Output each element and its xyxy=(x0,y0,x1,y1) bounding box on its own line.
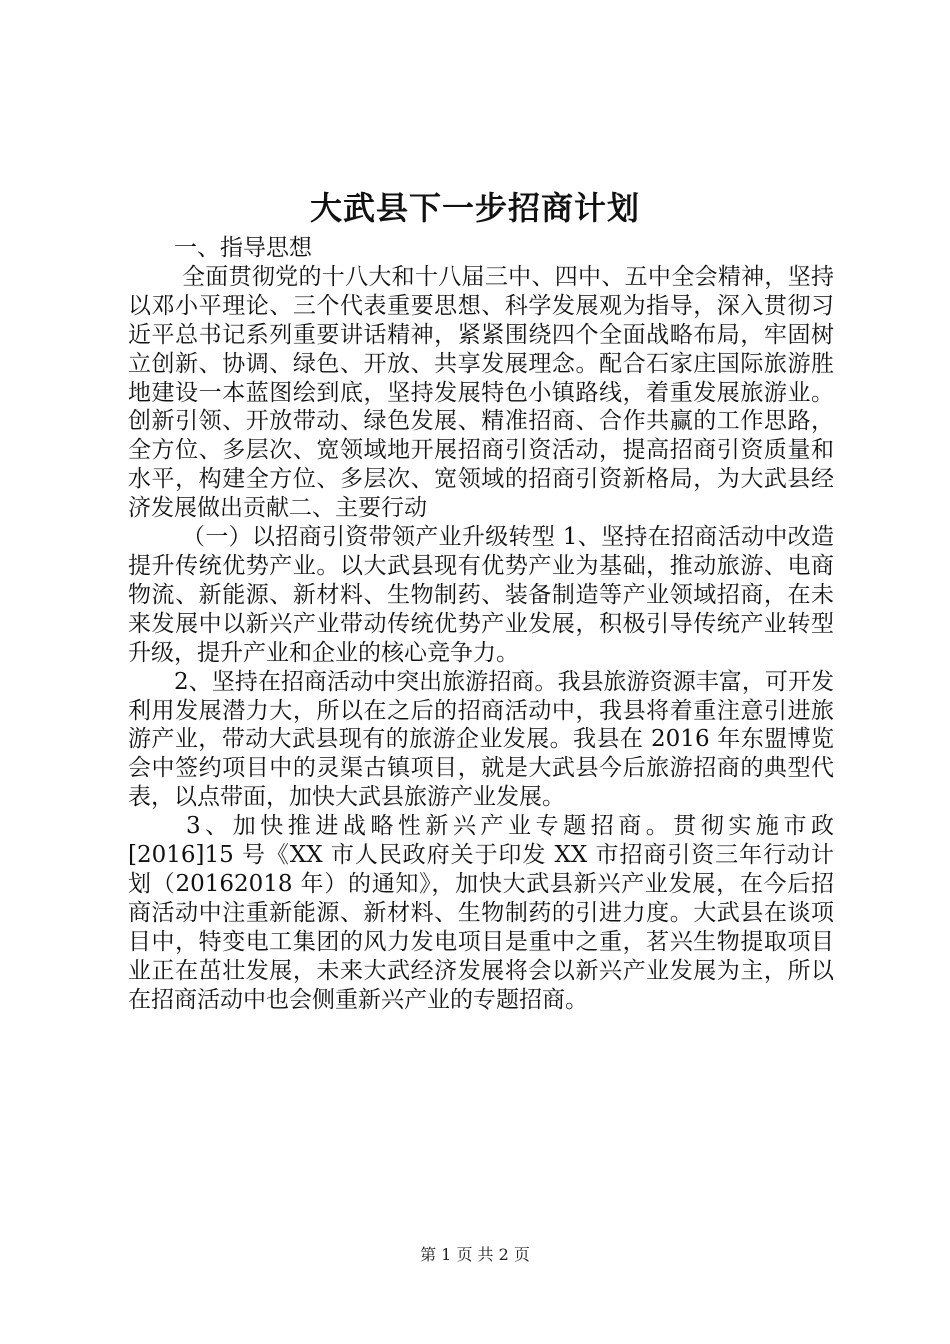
section-heading-guiding-ideology: 一、指导思想 xyxy=(174,235,312,261)
paragraph-tourism-investment: 2、坚持在招商活动中突出旅游招商。我县旅游资源丰富，可开发利用发展潜力大，所以在之后的招商活动中，我县将着重注意引进旅游产业，带动大武县现有的旅游企业发展。我县在 2016 年东盟博览会中签约项目中的灵渠古镇项目，就是大武县今后旅游招商的典型代表，以点带面，加快大武县旅游产业发展。 xyxy=(128,668,834,811)
document-body xyxy=(128,234,834,1014)
document-title: 大武县下一步招商计划 xyxy=(309,189,640,227)
paragraph-guiding-ideology: 全面贯彻党的十八大和十八届三中、四中、五中全会精神，坚持以邓小平理论、三个代表重要思想、科学发展观为指导，深入贯彻习近平总书记系列重要讲话精神，紧紧围绕四个全面战略布局，牢固树立创新、协调、绿色、开放、共享发展理念。配合石家庄国际旅游胜地建设一本蓝图绘到底，坚持发展特色小镇路线，着重发展旅游业。创新引领、开放带动、绿色发展、精准招商、合作共赢的工作思路，全方位、多层次、宽领域地开展招商引资活动，提高招商引资质量和水平，构建全方位、多层次、宽领域的招商引资新格局，为大武县经济发展做出贡献二、主要行动 xyxy=(128,263,834,522)
page-number-footer: 第 1 页 共 2 页 xyxy=(420,1245,530,1264)
paragraph-industrial-upgrade: （一）以招商引资带领产业升级转型 1、坚持在招商活动中改造提升传统优势产业。以大武县现有优势产业为基础，推动旅游、电商物流、新能源、新材料、生物制药、装备制造等产业领域招商，在未来发展中以新兴产业带动传统优势产业发展，积极引导传统产业转型升级，提升产业和企业的核心竞争力。 xyxy=(128,524,834,666)
paragraph-emerging-industries: 3、加快推进战略性新兴产业专题招商。贯彻实施市政[2016]15 号《XX 市人民政府关于印发 XX 市招商引资三年行动计划（20162018 年）的通知》，加快大武县新兴产业发展，在今后招商活动中注重新能源、新材料、生物制药的引进力度。大武县在谈项目中，特变电工集团的风力发电项目是重中之重，茗兴生物提取项目业正在茁壮发展，未来大武经济发展将会以新兴产业发展为主，所以在招商活动中也会侧重新兴产业的专题招商。 xyxy=(128,813,834,1013)
